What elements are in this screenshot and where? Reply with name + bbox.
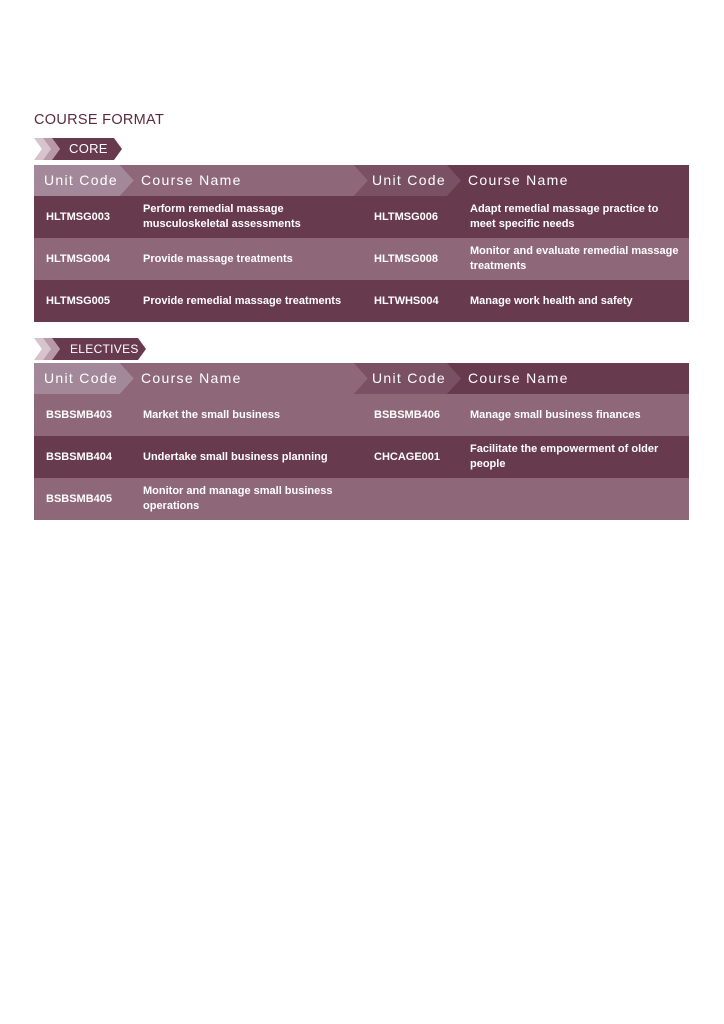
- unit-code: HLTMSG004: [46, 252, 110, 265]
- electives-label: ELECTIVES: [70, 342, 139, 356]
- course-name: Monitor and evaluate remedial massage treatments: [470, 245, 679, 272]
- header-unit-code-2: Unit Code: [372, 370, 446, 386]
- course-name: Monitor and manage small business operations: [143, 485, 333, 512]
- header-course-name: Course Name: [141, 370, 242, 386]
- course-name: Adapt remedial massage practice to meet specific needs: [470, 203, 659, 230]
- core-table: [34, 165, 689, 322]
- table-row: [34, 196, 689, 238]
- course-name: Provide massage treatments: [143, 252, 293, 265]
- header-course-name-2: Course Name: [468, 370, 569, 386]
- electives-section-tag: [34, 338, 148, 360]
- core-label: CORE: [69, 141, 108, 156]
- course-name: Undertake small business planning: [143, 450, 328, 463]
- table-row: [34, 280, 689, 322]
- unit-code: BSBSMB405: [46, 492, 113, 505]
- unit-code: BSBSMB403: [46, 408, 113, 421]
- electives-table-header: [34, 363, 689, 394]
- table-row: [34, 394, 689, 436]
- core-table-header: [34, 165, 689, 196]
- header-unit-code-2: Unit Code: [372, 172, 446, 188]
- unit-code: BSBSMB404: [46, 450, 113, 463]
- header-course-name: Course Name: [141, 172, 242, 188]
- table-row: [34, 436, 689, 478]
- unit-code: HLTMSG006: [374, 210, 438, 223]
- unit-code: HLTMSG005: [46, 294, 110, 307]
- header-unit-code: Unit Code: [44, 370, 118, 386]
- header-course-name-2: Course Name: [468, 172, 569, 188]
- course-name: Market the small business: [143, 408, 280, 421]
- header-unit-code: Unit Code: [44, 172, 118, 188]
- header-background: [34, 363, 689, 394]
- page-title: COURSE FORMAT: [34, 112, 165, 128]
- course-name: Manage small business finances: [470, 408, 641, 421]
- unit-code: CHCAGE001: [374, 450, 441, 463]
- unit-code: HLTMSG003: [46, 210, 110, 223]
- course-name: Manage work health and safety: [470, 294, 633, 307]
- core-section-tag: [34, 138, 124, 160]
- electives-table: [34, 363, 689, 520]
- header-background: [34, 165, 689, 196]
- unit-code: HLTMSG008: [374, 252, 438, 265]
- course-name: Perform remedial massage musculoskeletal assessments: [143, 203, 301, 230]
- course-name: Provide remedial massage treatments: [143, 294, 342, 307]
- table-row: [34, 238, 689, 280]
- unit-code: HLTWHS004: [374, 294, 439, 307]
- course-name: Facilitate the empowerment of older people: [470, 443, 659, 470]
- table-row: [34, 478, 689, 520]
- unit-code: BSBSMB406: [374, 408, 441, 421]
- course-name: [470, 478, 680, 520]
